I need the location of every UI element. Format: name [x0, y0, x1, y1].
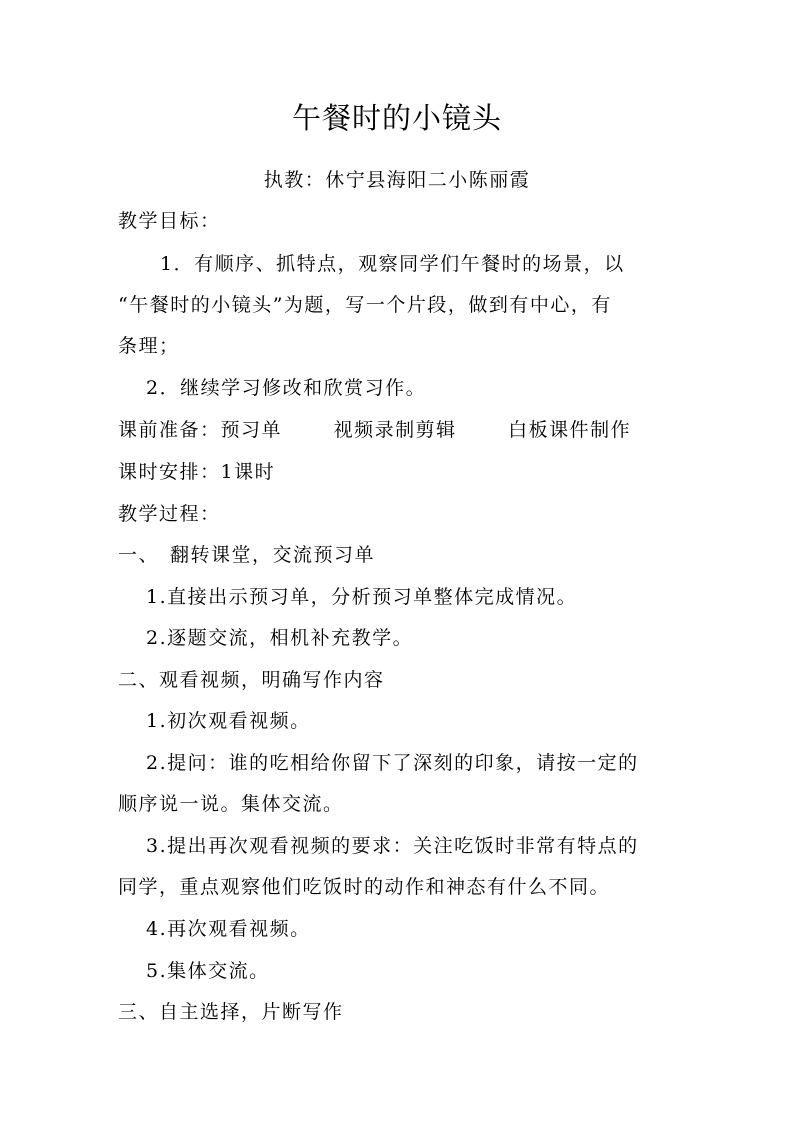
objective-2: 2．继续学习修改和欣赏习作。	[146, 377, 427, 399]
section-2-heading: 二、观看视频，明确写作内容	[118, 669, 385, 691]
preparation-item-courseware: 白板课件制作	[508, 419, 632, 441]
objectives-heading: 教学目标：	[118, 210, 221, 232]
objective-1-line-2: “午餐时的小镜头”为题，写一个片段，做到有中心，有	[118, 294, 612, 316]
section-2-step-1: 1.初次观看视频。	[146, 710, 311, 732]
preparation-item-video: 视频录制剪辑	[333, 419, 457, 441]
author-line: 执教：休宁县海阳二小陈丽霞	[263, 169, 531, 191]
preparation-line	[118, 416, 678, 444]
section-2-step-3-line-2: 同学，重点观察他们吃饭时的动作和神态有什么不同。	[118, 876, 611, 898]
schedule-line: 课时安排：1课时	[118, 461, 276, 483]
objective-1-line-3: 条理；	[118, 335, 180, 357]
section-3-heading: 三、自主选择，片断写作	[118, 1001, 344, 1023]
section-2-step-2-line-1: 2.提问：谁的吃相给你留下了深刻的印象，请按一定的	[146, 752, 639, 774]
section-1-step-1: 1.直接出示预习单，分析预习单整体完成情况。	[146, 586, 578, 608]
section-1-step-2: 2.逐题交流，相机补充教学。	[146, 627, 414, 649]
section-2-step-5: 5.集体交流。	[146, 960, 270, 982]
section-2-step-2-line-2: 顺序说一说。集体交流。	[118, 793, 344, 815]
preparation-label: 课前准备：预习单	[118, 419, 283, 441]
objective-1-line-1: 1．有顺序、抓特点，观察同学们午餐时的场景，以	[160, 253, 625, 275]
section-2-step-3-line-1: 3.提出再次观看视频的要求：关注吃饭时非常有特点的	[146, 835, 639, 857]
section-1-heading: 一、 翻转课堂，交流预习单	[118, 544, 376, 566]
process-heading: 教学过程：	[118, 503, 221, 525]
section-2-step-4: 4.再次观看视频。	[146, 918, 311, 940]
page-title: 午餐时的小镜头	[291, 101, 502, 135]
